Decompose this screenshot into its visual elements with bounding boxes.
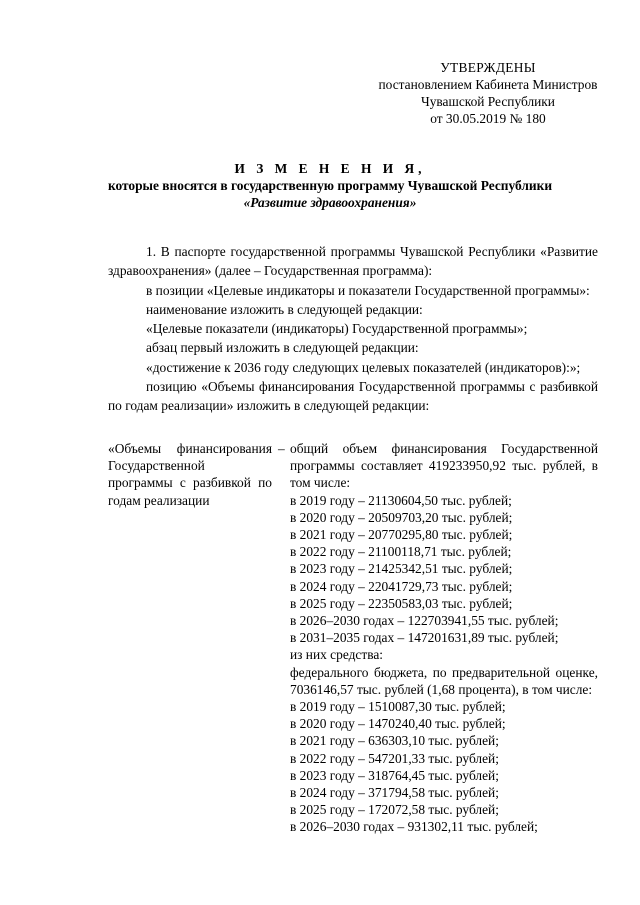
paragraph: позицию «Объемы финансирования Государственной программы с разбивкой по годам реализации» изложить в следующей редакции: bbox=[108, 379, 598, 414]
funding-year-row: в 2022 году – 21100118,71 тыс. рублей; bbox=[290, 544, 512, 560]
federal-year-row: в 2023 году – 318764,45 тыс. рублей; bbox=[290, 767, 499, 783]
paragraph: «Целевые показатели (индикаторы) Государственной программы»; bbox=[146, 321, 528, 337]
funding-sources-heading: из них средства: bbox=[290, 647, 384, 663]
approval-line: постановлением Кабинета Министров bbox=[378, 77, 598, 92]
funding-year-row: в 2021 году – 20770295,80 тыс. рублей; bbox=[290, 527, 513, 543]
funding-label: «Объемы финансирования Государственной программы с разбивкой по годам реализации bbox=[108, 441, 272, 508]
paragraph: «достижение к 2036 году следующих целевых показателей (индикаторов):»; bbox=[146, 359, 581, 375]
funding-year-row: в 2031–2035 годах – 147201631,89 тыс. рублей; bbox=[290, 630, 559, 646]
funding-year-row: в 2019 году – 21130604,50 тыс. рублей; bbox=[290, 492, 512, 508]
federal-year-row: в 2026–2030 годах – 931302,11 тыс. рублей; bbox=[290, 819, 538, 835]
federal-budget-total: федерального бюджета, по предварительной оценке, 7036146,57 тыс. рублей (1,68 процента), в том числе: bbox=[290, 664, 598, 697]
approval-line: Чувашской Республики bbox=[421, 94, 555, 109]
funding-year-row: в 2023 году – 21425342,51 тыс. рублей; bbox=[290, 561, 513, 577]
funding-year-row: в 2024 году – 22041729,73 тыс. рублей; bbox=[290, 578, 513, 594]
paragraph: 1. В паспорте государственной программы Чувашской Республики «Развитие здравоохранения» (далее – Государственная программа): bbox=[108, 244, 598, 279]
title-program-name: «Развитие здравоохранения» bbox=[243, 195, 417, 210]
funding-details bbox=[290, 440, 598, 836]
approval-heading: УТВЕРЖДЕНЫ bbox=[440, 60, 536, 75]
funding-year-row: в 2026–2030 годах – 122703941,55 тыс. рублей; bbox=[290, 613, 559, 629]
funding-year-row: в 2020 году – 20509703,20 тыс. рублей; bbox=[290, 509, 513, 525]
document-title bbox=[80, 160, 580, 211]
federal-year-row: в 2019 году – 1510087,30 тыс. рублей; bbox=[290, 699, 506, 715]
approval-date-number: от 30.05.2019 № 180 bbox=[430, 111, 546, 126]
funding-total: общий объем финансирования Государственной программы составляет 419233950,92 тыс. рублей, в том числе: bbox=[290, 441, 598, 491]
paragraph: наименование изложить в следующей редакции: bbox=[146, 301, 423, 317]
funding-year-row: в 2025 году – 22350583,03 тыс. рублей; bbox=[290, 595, 513, 611]
federal-year-row: в 2021 году – 636303,10 тыс. рублей; bbox=[290, 733, 499, 749]
federal-year-row: в 2024 году – 371794,58 тыс. рублей; bbox=[290, 785, 499, 801]
federal-year-row: в 2022 году – 547201,33 тыс. рублей; bbox=[290, 750, 499, 766]
federal-year-row: в 2025 году – 172072,58 тыс. рублей; bbox=[290, 802, 499, 818]
paragraph: абзац первый изложить в следующей редакции: bbox=[146, 340, 419, 356]
title-subtitle: которые вносятся в государственную программу Чувашской Республики bbox=[107, 178, 553, 193]
document-body bbox=[108, 242, 598, 416]
federal-year-row: в 2020 году – 1470240,40 тыс. рублей; bbox=[290, 716, 506, 732]
paragraph: в позиции «Целевые индикаторы и показатели Государственной программы»: bbox=[146, 282, 590, 298]
separator-dash: – bbox=[278, 441, 285, 456]
title-main: И З М Е Н Е Н И Я, bbox=[234, 161, 426, 176]
approval-stamp bbox=[368, 59, 608, 127]
